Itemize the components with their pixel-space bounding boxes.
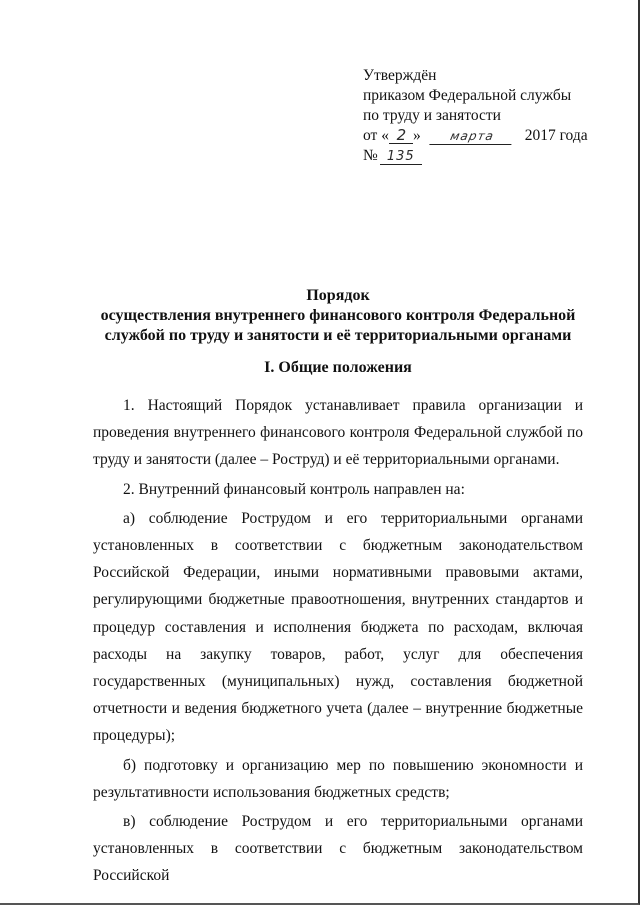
- paragraph-2c: в) соблюдение Рострудом и его территориальными органами установленных в соответствии с бюджетным законодательством Российской: [93, 813, 583, 885]
- order-number-handwritten: 135: [380, 149, 422, 165]
- paragraph-1: 1. Настоящий Порядок устанавливает правила организации и проведения внутреннего финансового контроля Федеральной службой по труду и занятости (далее – Роструд) и её территориальными органами.: [93, 397, 583, 469]
- date-month-handwritten: марта: [429, 129, 514, 145]
- document-title: [60, 286, 616, 346]
- approval-stamp: [363, 66, 603, 166]
- section-heading: I. Общие положения: [264, 359, 412, 376]
- date-prefix: от «: [363, 127, 389, 144]
- date-day-handwritten: 2: [389, 128, 413, 144]
- approval-date: [363, 126, 603, 146]
- approval-number: [363, 146, 603, 166]
- paragraph-2a: а) соблюдение Рострудом и его территориальными органами установленных в соответствии с бюджетным законодательством Российской Федерации, иными нормативными правовыми актами, регулирующими бюджетные правоотношения, внутренних стандартов и процедур составления и исполнения бюджета по расходам, включая расходы на закупку товаров, работ, услуг для обеспечения государственных (муниципальных) нужд, составления бюджетной отчетности и ведения бюджетного учета (далее – внутренние бюджетные процедуры);: [93, 509, 583, 745]
- title-line-3: службой по труду и занятости и её территориальными органами: [104, 327, 572, 344]
- approval-line-order: приказом Федеральной службы: [363, 87, 572, 104]
- date-year: 2017 года: [524, 127, 588, 144]
- number-prefix: №: [363, 147, 378, 164]
- date-close-quote: »: [412, 127, 421, 144]
- approval-line-approved: Утверждён: [363, 67, 437, 84]
- paragraph-2b: б) подготовку и организацию мер по повышению экономности и результативности использования бюджетных средств;: [93, 756, 583, 801]
- document-body: [93, 392, 583, 892]
- approval-line-agency: по труду и занятости: [363, 107, 501, 124]
- paragraph-2: 2. Внутренний финансовый контроль направлен на:: [123, 480, 465, 498]
- title-line-2: осуществления внутреннего финансового контроля Федеральной: [100, 307, 576, 324]
- title-line-1: Порядок: [306, 287, 370, 304]
